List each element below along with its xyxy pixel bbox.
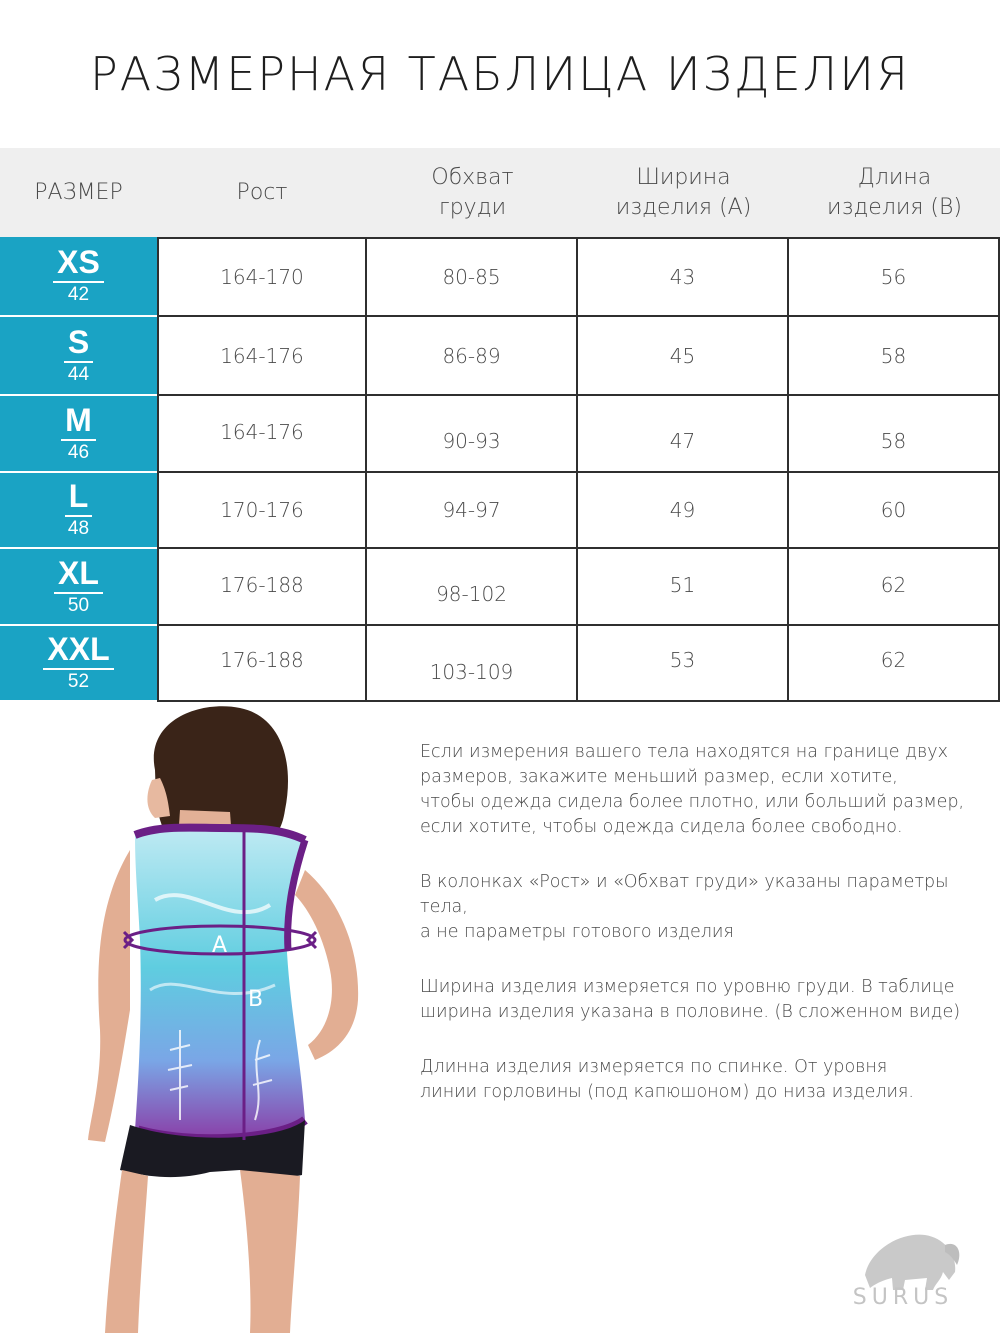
note-paragraph: В колонках «Рост» и «Обхват груди» указаны параметры тела, а не параметры готового изделия	[420, 872, 949, 942]
length-cell: 62	[789, 549, 1000, 626]
size-number: 52	[67, 671, 90, 692]
length-cell: 56	[789, 237, 1000, 317]
length-cell: 58	[789, 396, 1000, 473]
length-cell: 58	[789, 317, 1000, 396]
size-notes	[420, 740, 990, 1135]
size-letter: XL	[54, 556, 103, 594]
width-cell: 43	[578, 237, 789, 317]
size-number: 50	[67, 594, 90, 616]
measure-label-a: A	[212, 933, 228, 958]
chest-cell: 94-97	[367, 473, 578, 549]
size-letter: S	[64, 325, 93, 363]
width-cell: 47	[578, 396, 789, 473]
size-cell	[0, 237, 157, 317]
chest-cell: 98-102	[367, 549, 578, 626]
table-row	[0, 626, 1000, 702]
header-width: Ширина изделия (А)	[615, 164, 752, 220]
header-height: Рост	[236, 179, 288, 205]
table-row	[0, 473, 1000, 549]
note-paragraph: Ширина изделия измеряется по уровню груди. В таблице ширина изделия указана в половине. (В сложенном виде)	[420, 977, 961, 1022]
size-cell	[0, 396, 157, 473]
header-size: РАЗМЕР	[34, 179, 123, 205]
header-chest: Обхват груди	[431, 164, 514, 220]
size-cell	[0, 549, 157, 626]
table-header	[0, 148, 1000, 237]
chest-cell: 86-89	[367, 317, 578, 396]
model-photo	[60, 700, 410, 1333]
length-cell: 60	[789, 473, 1000, 549]
page-title: РАЗМЕРНАЯ ТАБЛИЦА ИЗДЕЛИЯ	[90, 47, 910, 101]
size-number: 44	[67, 363, 90, 385]
size-letter: M	[61, 403, 96, 441]
table-row	[0, 549, 1000, 626]
size-cell	[0, 626, 157, 702]
size-letter: XS	[53, 245, 104, 283]
note-paragraph: Если измерения вашего тела находятся на границе двух размеров, закажите меньший размер, если хотите, чтобы одежда сидела более плотно, или больший размер, если хотите, чтобы одежда сидела более свободно.	[420, 742, 965, 837]
width-cell: 51	[578, 549, 789, 626]
width-cell: 45	[578, 317, 789, 396]
chest-cell: 90-93	[367, 396, 578, 473]
width-cell: 53	[578, 626, 789, 702]
length-cell: 62	[789, 626, 1000, 702]
header-length: Длина изделия (В)	[827, 164, 962, 220]
table-row	[0, 317, 1000, 396]
height-cell: 176-188	[157, 626, 367, 702]
height-cell: 164-176	[157, 317, 367, 396]
height-cell: 170-176	[157, 473, 367, 549]
height-cell: 176-188	[157, 549, 367, 626]
height-cell: 164-170	[157, 237, 367, 317]
size-number: 48	[67, 518, 90, 539]
height-cell: 164-176	[157, 396, 367, 473]
chest-cell: 103-109	[367, 626, 578, 702]
size-number: 46	[67, 441, 90, 463]
note-paragraph: Длинна изделия измеряется по спинке. От уровня линии горловины (под капюшоном) до низа изделия.	[420, 1057, 914, 1102]
size-letter: XXL	[43, 632, 113, 670]
size-table	[0, 237, 1000, 702]
table-row	[0, 396, 1000, 473]
size-cell	[0, 473, 157, 549]
size-letter: L	[65, 479, 93, 517]
table-row	[0, 237, 1000, 317]
measure-label-b: B	[248, 987, 264, 1012]
size-cell	[0, 317, 157, 396]
brand-name: SURUS	[852, 1285, 954, 1310]
width-cell: 49	[578, 473, 789, 549]
chest-cell: 80-85	[367, 237, 578, 317]
size-number: 42	[67, 284, 90, 305]
